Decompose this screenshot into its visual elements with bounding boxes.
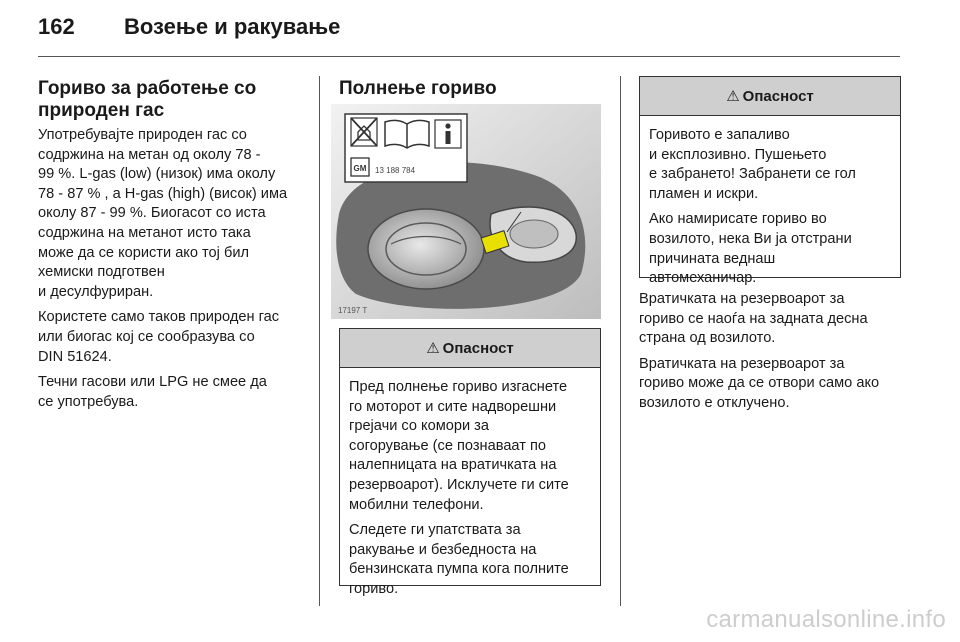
paragraph-lpg: Течни гасови или LPG не смее да се употребува. (38, 374, 267, 410)
figure-code: 17197 T (338, 306, 368, 315)
danger-title: Опасност (442, 339, 514, 357)
danger-box-fuel (639, 76, 901, 287)
column-divider-right (620, 76, 621, 606)
paragraph-din: Користете само таков природен гас или биогас кој се сообразува со DIN 51624. (38, 309, 279, 365)
paragraph-flap-location: Вратичката на резервоарот за гориво се наоѓа на задната десна страна од возилото. (639, 291, 868, 347)
gm-logo (351, 158, 369, 176)
warning-triangle-icon: ⚠ (726, 88, 740, 105)
label-code: 13 188 784 (375, 166, 416, 175)
section-heading-refuelling: Полнење гориво (339, 78, 497, 99)
page-title: Возење и ракување (124, 14, 341, 39)
danger-header (340, 329, 600, 368)
fuel-flap-illustration (331, 104, 601, 319)
middle-column (339, 78, 601, 104)
paragraph-methane: Употребувајте природен гас со содржина на метан од околу 78 - 99 %. L-gas (low) (низок) има околу 78 - 87 % , а H-gas (high) (висок) има околу 87 - 99 %. Биогасот со иста содржина на метанот исто така може да се користи ако тој бил хемиски подготвен и десулфуриран. (38, 127, 288, 300)
left-column (38, 78, 308, 418)
danger-paragraph: Ако намирисате гориво во возилото, нека Ви ја отстрани причината веднаш автомеханичар. (649, 211, 852, 287)
danger-body (640, 116, 900, 301)
danger-paragraph: Следете ги упатствата за ракување и безбедноста на бензинската пумпа кога полните гориво. (349, 522, 569, 597)
svg-text:GM: GM (353, 164, 367, 173)
danger-paragraph: Пред полнење гориво изгаснете го моторот и сите надворешни грејачи со комори за согорување (се познаваат по налепницата на вратичката на резервоарот). Исклучете ги сите мобилни телефони. (349, 379, 569, 513)
column-divider-left (319, 76, 320, 606)
paragraph-flap-unlock: Вратичката на резервоарот за гориво може да се отвори само ако возилото е отклучено. (639, 355, 880, 411)
danger-body (340, 368, 600, 612)
danger-paragraph: Горивото е запаливо и експлозивно. Пушењето е забрането! Забранети се гол пламен и искри. (649, 127, 856, 202)
danger-title: Опасност (742, 87, 814, 105)
right-column-text (639, 290, 901, 420)
page-number: 162 (38, 14, 75, 39)
watermark: carmanualsonline.info (706, 606, 946, 633)
danger-header (640, 77, 900, 116)
danger-box-refuelling (339, 328, 601, 597)
header-rule (38, 56, 900, 57)
section-heading-natural-gas: Гориво за работење со природен гас (38, 78, 257, 121)
warning-triangle-icon: ⚠ (426, 340, 440, 357)
